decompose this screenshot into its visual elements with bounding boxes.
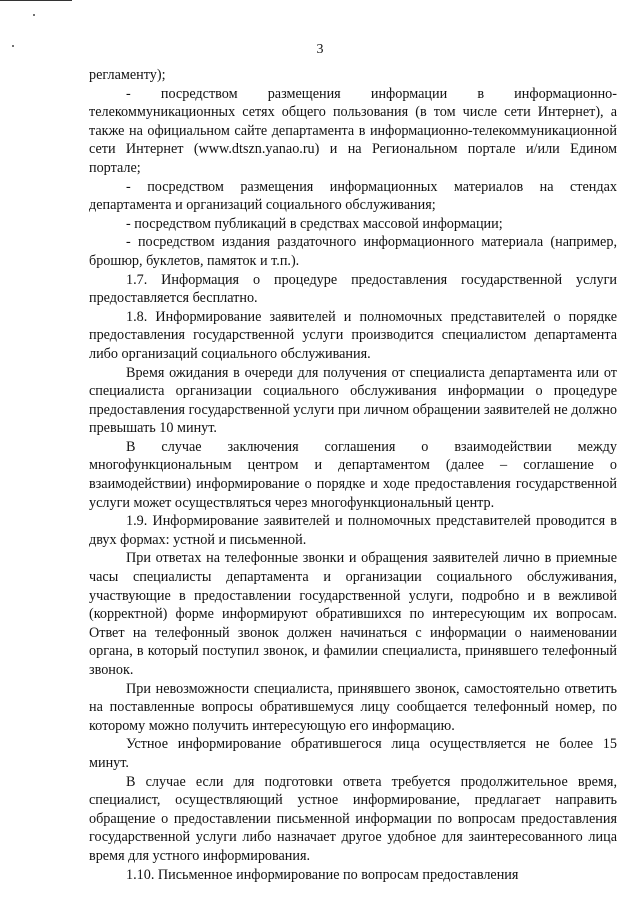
paragraph-mfc-agreement: В случае заключения соглашения о взаимодействии между многофункциональным центром и департаментом (далее – соглашение о взаимодействии) информирование о порядке и ходе предоставления государственной услуги может осуществляться через многофункциональный центр. [89, 438, 617, 511]
paragraph-oral-duration: Устное информирование обратившегося лица осуществляется не более 15 минут. [89, 736, 617, 771]
paragraph-long-preparation: В случае если для подготовки ответа требуется продолжительное время, специалист, осуществляющий устное информирование, предлагает направить обращение о предоставлении письменной информации по вопросам предоставления государственной услуги либо назначает другое удобное для заинтересованного лица время для устного информирования. [89, 773, 617, 864]
paragraph-bullet-stands: - посредством размещения информационных материалов на стендах департамента и организаций социального обслуживания; [89, 178, 617, 214]
paragraph-bullet-media: - посредством публикаций в средствах массовой информации; [126, 215, 503, 232]
paragraph-phone-number: При невозможности специалиста, принявшего звонок, самостоятельно ответить на поставленные вопросы обратившемуся лицу сообщается телефонный номер, по которому можно получить интересующую его информацию. [89, 680, 617, 734]
scan-edge-line [0, 0, 72, 1]
paragraph-1-8: 1.8. Информирование заявителей и полномочных представителей о порядке предоставления государственной услуги производится специалистом департамента либо организаций социального обслуживания. [89, 308, 617, 362]
paragraph-phone-answers: При ответах на телефонные звонки и обращения заявителей лично в приемные часы специалисты департамента и организации социального обслуживания, участвующие в предоставлении государственной услуги, подробно и в вежливой (корректной) форме информируют обратившихся по интересующим их вопросам. Ответ на телефонный звонок должен начинаться с информации о наименовании органа, в который поступил звонок, и фамилии специалиста, принявшего телефонный звонок. [89, 550, 617, 678]
paragraph-1-10: 1.10. Письменное информирование по вопросам предоставления [126, 866, 519, 883]
paragraph-1-9: 1.9. Информирование заявителей и полномочных представителей проводится в двух формах: устной и письменной. [89, 513, 617, 548]
page-number: 3 [316, 42, 324, 57]
paragraph-1-7: 1.7. Информация о процедуре предоставления государственной услуги предоставляется бесплатно. [89, 271, 617, 307]
document-body [89, 66, 617, 884]
paragraph-bullet-internet: - посредством размещения информации в информационно-телекоммуникационных сетях общего пользования (в том числе сети Интернет), а также на официальном сайте департамента в информационно-телекоммуникационной сети Интернет (www.dtszn.yanao.ru) и на Региональном портале и/или Едином портале; [89, 85, 617, 176]
scan-speck [33, 14, 35, 16]
paragraph-bullet-handouts: - посредством издания раздаточного информационного материала (например, брошюр, буклетов, памяток и т.п.). [89, 234, 617, 269]
paragraph-waiting-time: Время ожидания в очереди для получения от специалиста департамента или от специалиста организации социального обслуживания информации о процедуре предоставления государственной услуги при личном обращении заявителей не должно превышать 10 минут. [89, 364, 617, 437]
paragraph-continuation: регламенту); [89, 67, 166, 83]
